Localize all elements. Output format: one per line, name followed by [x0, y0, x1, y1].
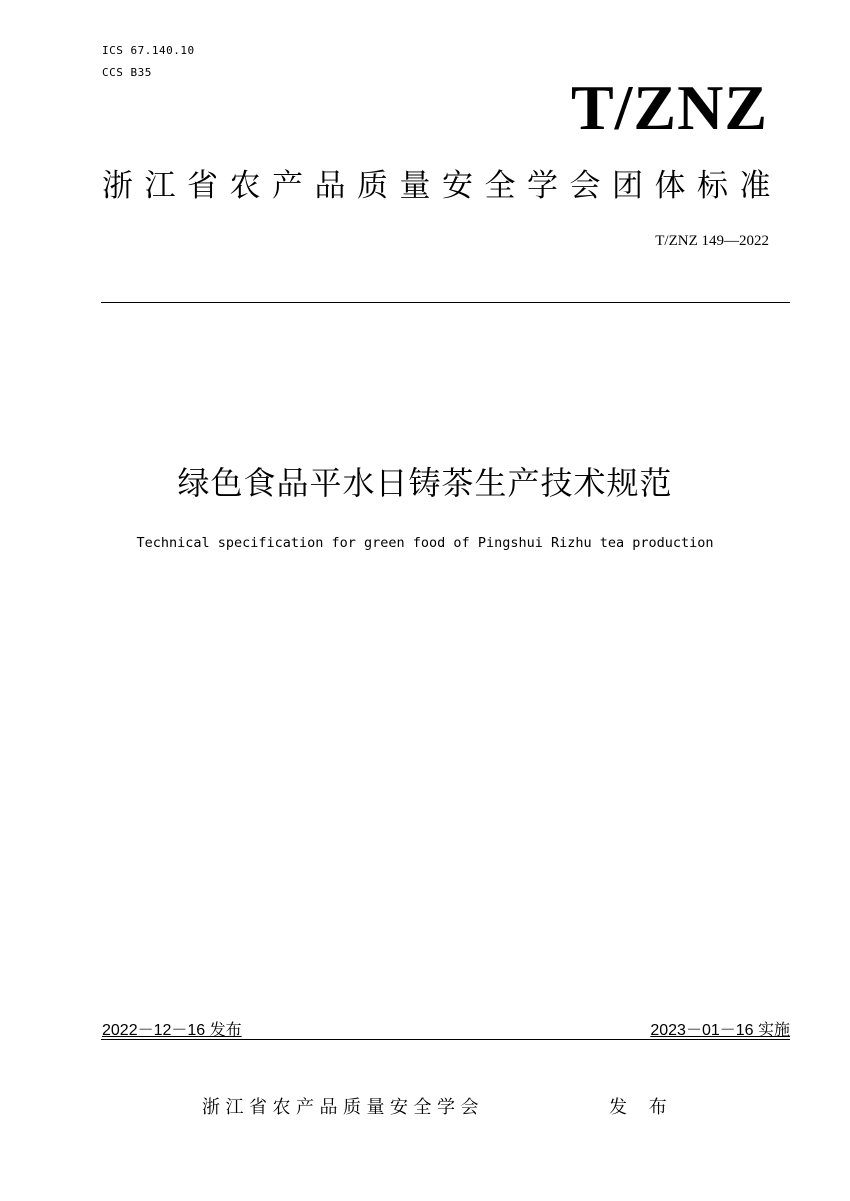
document-title-english: Technical specification for green food of Pingshui Rizhu tea production	[136, 535, 714, 551]
document-title: 绿色食品平水日铸茶生产技术规范	[177, 464, 673, 502]
ccs-code: CCS B35	[102, 66, 152, 79]
standard-number: T/ZNZ 149—2022	[655, 233, 769, 249]
bottom-divider	[101, 1039, 790, 1040]
top-divider	[101, 302, 790, 303]
organization-standard-title: 浙江省农产品质量安全学会团体标准	[102, 168, 782, 204]
issue-date: 2022－12－16 发布	[102, 1022, 242, 1039]
publisher-name: 浙江省农产品质量安全学会	[202, 1097, 484, 1118]
standard-logo: T/ZNZ	[570, 72, 768, 143]
implementation-date: 2023－01－16 实施	[650, 1022, 790, 1039]
ics-code: ICS 67.140.10	[102, 44, 195, 57]
publish-label: 发 布	[609, 1097, 675, 1118]
